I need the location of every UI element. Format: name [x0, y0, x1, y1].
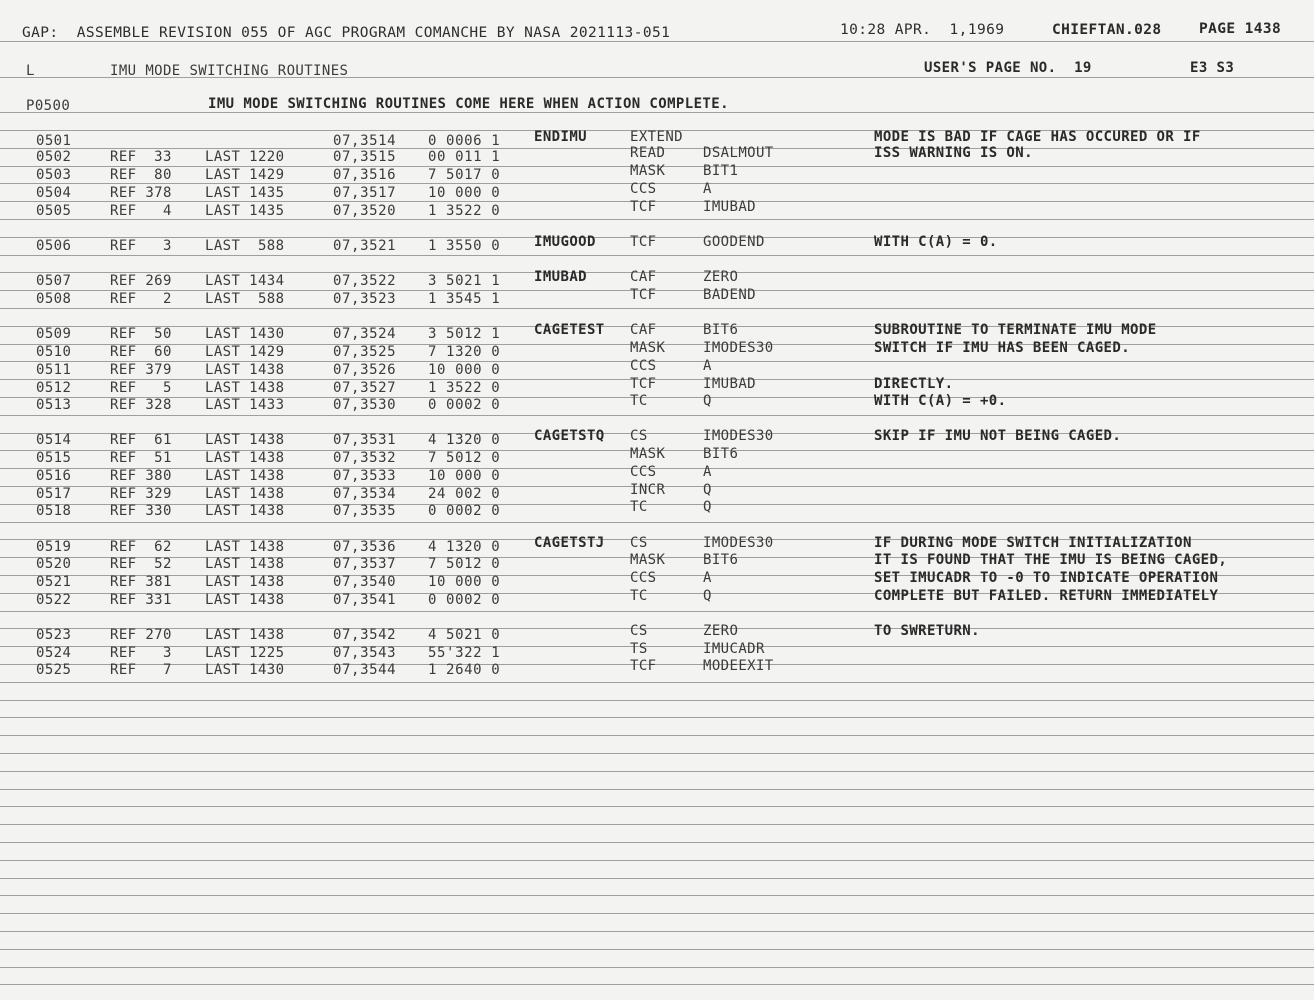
octal-word: 7 5017 0 [428, 167, 501, 183]
rule-line [0, 308, 1314, 309]
rule-line [0, 806, 1314, 807]
last-reference: LAST 1438 [205, 592, 285, 608]
octal-word: 7 1320 0 [428, 344, 501, 360]
line-number: 0509 [36, 326, 72, 342]
line-number: 0505 [36, 203, 72, 219]
memory-address: 07,3536 [333, 539, 397, 555]
opcode: CCS [630, 181, 657, 197]
last-reference: LAST 1438 [205, 503, 285, 519]
rule-line [0, 717, 1314, 718]
last-reference: LAST 1438 [205, 486, 285, 502]
rule-line [0, 646, 1314, 647]
memory-address: 07,3532 [333, 450, 397, 466]
opcode: TCF [630, 234, 657, 250]
subheader-title: IMU MODE SWITCHING ROUTINES [110, 63, 349, 79]
symbol-label: IMUBAD [534, 269, 587, 285]
users-page-number: USER'S PAGE NO. 19 [924, 60, 1092, 76]
line-number: 0508 [36, 291, 72, 307]
comment: SWITCH IF IMU HAS BEEN CAGED. [874, 340, 1131, 356]
octal-word: 4 5021 0 [428, 627, 501, 643]
memory-address: 07,3523 [333, 291, 397, 307]
ref-count: REF 3 [110, 645, 172, 661]
line-number: 0503 [36, 167, 72, 183]
line-number: 0507 [36, 273, 72, 289]
rule-line [0, 237, 1314, 238]
line-number: 0517 [36, 486, 72, 502]
operand: IMUBAD [703, 199, 756, 215]
line-number: 0520 [36, 556, 72, 572]
opcode: READ [630, 145, 666, 161]
line-number: 0519 [36, 539, 72, 555]
memory-address: 07,3543 [333, 645, 397, 661]
last-reference: LAST 1429 [205, 344, 285, 360]
memory-address: 07,3514 [333, 133, 397, 149]
header-page-number: PAGE 1438 [1199, 21, 1282, 37]
rule-line [0, 895, 1314, 896]
last-reference: LAST 1438 [205, 450, 285, 466]
ref-count: REF 331 [110, 592, 172, 608]
opcode: TCF [630, 199, 657, 215]
line-number: 0511 [36, 362, 72, 378]
symbol-label: CAGETEST [534, 322, 605, 338]
rule-line [0, 183, 1314, 184]
rule-line [0, 735, 1314, 736]
symbol-label: ENDIMU [534, 129, 587, 145]
opcode: TCF [630, 376, 657, 392]
comment: ISS WARNING IS ON. [874, 145, 1033, 161]
last-reference: LAST 1434 [205, 273, 285, 289]
octal-word: 7 5012 0 [428, 450, 501, 466]
line-number: 0513 [36, 397, 72, 413]
memory-address: 07,3531 [333, 432, 397, 448]
last-reference: LAST 1438 [205, 627, 285, 643]
ref-count: REF 3 [110, 238, 172, 254]
operand: IMUCADR [703, 641, 765, 657]
header-filename: CHIEFTAN.028 [1052, 22, 1162, 38]
last-reference: LAST 1438 [205, 574, 285, 590]
rule-line [0, 611, 1314, 612]
subheader-marker: L [26, 63, 35, 79]
opcode: TCF [630, 658, 657, 674]
operand: BADEND [703, 287, 756, 303]
rule-line [0, 361, 1314, 362]
octal-word: 00 011 1 [428, 149, 501, 165]
octal-word: 10 000 0 [428, 362, 501, 378]
memory-address: 07,3530 [333, 397, 397, 413]
last-reference: LAST 1430 [205, 326, 285, 342]
memory-address: 07,3544 [333, 662, 397, 678]
opcode: CCS [630, 464, 657, 480]
rule-line [0, 967, 1314, 968]
line-number: 0522 [36, 592, 72, 608]
line-number: 0518 [36, 503, 72, 519]
opcode: TC [630, 588, 648, 604]
ref-count: REF 330 [110, 503, 172, 519]
rule-line [0, 700, 1314, 701]
octal-word: 0 0002 0 [428, 592, 501, 608]
opcode: CS [630, 428, 648, 444]
memory-address: 07,3515 [333, 149, 397, 165]
last-reference: LAST 1435 [205, 203, 285, 219]
opcode: CS [630, 535, 648, 551]
memory-address: 07,3517 [333, 185, 397, 201]
last-reference: LAST 1433 [205, 397, 285, 413]
ref-count: REF 51 [110, 450, 172, 466]
line-number: 0523 [36, 627, 72, 643]
memory-address: 07,3516 [333, 167, 397, 183]
memory-address: 07,3540 [333, 574, 397, 590]
octal-word: 1 3545 1 [428, 291, 501, 307]
operand: Q [703, 588, 712, 604]
operand: ZERO [703, 623, 739, 639]
ref-count: REF 378 [110, 185, 172, 201]
octal-word: 24 002 0 [428, 486, 501, 502]
opcode: EXTEND [630, 129, 683, 145]
operand: BIT6 [703, 552, 739, 568]
operand: A [703, 464, 712, 480]
operand: IMODES30 [703, 535, 774, 551]
last-reference: LAST 1438 [205, 556, 285, 572]
rule-line [0, 290, 1314, 291]
rule-line [0, 789, 1314, 790]
ref-count: REF 269 [110, 273, 172, 289]
rule-line [0, 949, 1314, 950]
rule-line [0, 272, 1314, 273]
ref-count: REF 329 [110, 486, 172, 502]
ref-count: REF 328 [110, 397, 172, 413]
section-id: P0500 [26, 98, 71, 114]
operand: IMODES30 [703, 428, 774, 444]
line-number: 0514 [36, 432, 72, 448]
octal-word: 0 0002 0 [428, 397, 501, 413]
line-number: 0502 [36, 149, 72, 165]
octal-word: 0 0002 0 [428, 503, 501, 519]
opcode: INCR [630, 482, 666, 498]
opcode: TCF [630, 287, 657, 303]
opcode: TS [630, 641, 648, 657]
octal-word: 4 1320 0 [428, 432, 501, 448]
comment: TO SWRETURN. [874, 623, 980, 639]
rule-line [0, 664, 1314, 665]
operand: BIT6 [703, 446, 739, 462]
rule-line [0, 628, 1314, 629]
ref-count: REF 50 [110, 326, 172, 342]
comment: SUBROUTINE TO TERMINATE IMU MODE [874, 322, 1157, 338]
ref-count: REF 52 [110, 556, 172, 572]
last-reference: LAST 588 [205, 291, 285, 307]
last-reference: LAST 588 [205, 238, 285, 254]
ref-count: REF 381 [110, 574, 172, 590]
opcode: CS [630, 623, 648, 639]
ref-count: REF 380 [110, 468, 172, 484]
opcode: TC [630, 393, 648, 409]
rule-line [0, 913, 1314, 914]
operand: BIT1 [703, 163, 739, 179]
rule-line [0, 771, 1314, 772]
memory-address: 07,3535 [333, 503, 397, 519]
last-reference: LAST 1429 [205, 167, 285, 183]
memory-address: 07,3542 [333, 627, 397, 643]
rule-line [0, 984, 1314, 985]
last-reference: LAST 1438 [205, 539, 285, 555]
octal-word: 10 000 0 [428, 185, 501, 201]
line-number: 0506 [36, 238, 72, 254]
last-reference: LAST 1438 [205, 468, 285, 484]
subheader-code: E3 S3 [1190, 60, 1235, 76]
octal-word: 55'322 1 [428, 645, 501, 661]
last-reference: LAST 1438 [205, 380, 285, 396]
line-number: 0512 [36, 380, 72, 396]
memory-address: 07,3520 [333, 203, 397, 219]
rule-line [0, 468, 1314, 469]
octal-word: 3 5012 1 [428, 326, 501, 342]
comment: MODE IS BAD IF CAGE HAS OCCURED OR IF [874, 129, 1201, 145]
ref-count: REF 270 [110, 627, 172, 643]
rule-line [0, 41, 1314, 42]
operand: IMUBAD [703, 376, 756, 392]
memory-address: 07,3526 [333, 362, 397, 378]
rule-line [0, 379, 1314, 380]
rule-line [0, 504, 1314, 505]
memory-address: 07,3525 [333, 344, 397, 360]
rule-line [0, 860, 1314, 861]
rule-line [0, 522, 1314, 523]
memory-address: 07,3521 [333, 238, 397, 254]
octal-word: 10 000 0 [428, 574, 501, 590]
operand: A [703, 181, 712, 197]
operand: DSALMOUT [703, 145, 774, 161]
line-number: 0521 [36, 574, 72, 590]
operand: BIT6 [703, 322, 739, 338]
opcode: TC [630, 499, 648, 515]
comment: IF DURING MODE SWITCH INITIALIZATION [874, 535, 1192, 551]
rule-line [0, 824, 1314, 825]
rule-line [0, 219, 1314, 220]
ref-count: REF 80 [110, 167, 172, 183]
rule-line [0, 753, 1314, 754]
octal-word: 0 0006 1 [428, 133, 501, 149]
last-reference: LAST 1435 [205, 185, 285, 201]
octal-word: 7 5012 0 [428, 556, 501, 572]
memory-address: 07,3522 [333, 273, 397, 289]
operand: Q [703, 499, 712, 515]
opcode: CAF [630, 269, 657, 285]
opcode: MASK [630, 163, 666, 179]
opcode: MASK [630, 340, 666, 356]
line-number: 0515 [36, 450, 72, 466]
rule-line [0, 415, 1314, 416]
ref-count: REF 4 [110, 203, 172, 219]
opcode: MASK [630, 552, 666, 568]
comment: DIRECTLY. [874, 376, 954, 392]
last-reference: LAST 1438 [205, 362, 285, 378]
rule-line [0, 112, 1314, 113]
section-description: IMU MODE SWITCHING ROUTINES COME HERE WHEN ACTION COMPLETE. [208, 96, 729, 112]
memory-address: 07,3537 [333, 556, 397, 572]
memory-address: 07,3534 [333, 486, 397, 502]
octal-word: 3 5021 1 [428, 273, 501, 289]
comment: WITH C(A) = 0. [874, 234, 998, 250]
operand: A [703, 358, 712, 374]
line-number: 0524 [36, 645, 72, 661]
octal-word: 1 3522 0 [428, 203, 501, 219]
ref-count: REF 60 [110, 344, 172, 360]
ref-count: REF 62 [110, 539, 172, 555]
rule-line [0, 842, 1314, 843]
ref-count: REF 7 [110, 662, 172, 678]
operand: A [703, 570, 712, 586]
symbol-label: CAGETSTQ [534, 428, 605, 444]
memory-address: 07,3524 [333, 326, 397, 342]
comment: SET IMUCADR TO -0 TO INDICATE OPERATION [874, 570, 1219, 586]
line-number: 0525 [36, 662, 72, 678]
operand: MODEEXIT [703, 658, 774, 674]
last-reference: LAST 1225 [205, 645, 285, 661]
opcode: CAF [630, 322, 657, 338]
ref-count: REF 2 [110, 291, 172, 307]
memory-address: 07,3527 [333, 380, 397, 396]
ref-count: REF 61 [110, 432, 172, 448]
last-reference: LAST 1220 [205, 149, 285, 165]
comment: COMPLETE BUT FAILED. RETURN IMMEDIATELY [874, 588, 1219, 604]
octal-word: 10 000 0 [428, 468, 501, 484]
ref-count: REF 379 [110, 362, 172, 378]
rule-line [0, 878, 1314, 879]
ref-count: REF 33 [110, 149, 172, 165]
opcode: MASK [630, 446, 666, 462]
line-number: 0516 [36, 468, 72, 484]
operand: Q [703, 482, 712, 498]
opcode: CCS [630, 358, 657, 374]
rule-line [0, 255, 1314, 256]
rule-line [0, 201, 1314, 202]
memory-address: 07,3533 [333, 468, 397, 484]
opcode: CCS [630, 570, 657, 586]
symbol-label: IMUGOOD [534, 234, 596, 250]
line-number: 0501 [36, 133, 72, 149]
operand: IMODES30 [703, 340, 774, 356]
operand: ZERO [703, 269, 739, 285]
octal-word: 1 2640 0 [428, 662, 501, 678]
operand: Q [703, 393, 712, 409]
octal-word: 1 3522 0 [428, 380, 501, 396]
comment: WITH C(A) = +0. [874, 393, 1007, 409]
octal-word: 4 1320 0 [428, 539, 501, 555]
rule-line [0, 397, 1314, 398]
line-number: 0510 [36, 344, 72, 360]
last-reference: LAST 1438 [205, 432, 285, 448]
line-number: 0504 [36, 185, 72, 201]
symbol-label: CAGETSTJ [534, 535, 605, 551]
operand: GOODEND [703, 234, 765, 250]
header-assembly-line: GAP: ASSEMBLE REVISION 055 OF AGC PROGRAM COMANCHE BY NASA 2021113-051 [22, 25, 671, 41]
comment: IT IS FOUND THAT THE IMU IS BEING CAGED, [874, 552, 1228, 568]
rule-line [0, 931, 1314, 932]
ref-count: REF 5 [110, 380, 172, 396]
octal-word: 1 3550 0 [428, 238, 501, 254]
memory-address: 07,3541 [333, 592, 397, 608]
last-reference: LAST 1430 [205, 662, 285, 678]
comment: SKIP IF IMU NOT BEING CAGED. [874, 428, 1122, 444]
header-timestamp: 10:28 APR. 1,1969 [840, 22, 1005, 38]
rule-line [0, 682, 1314, 683]
